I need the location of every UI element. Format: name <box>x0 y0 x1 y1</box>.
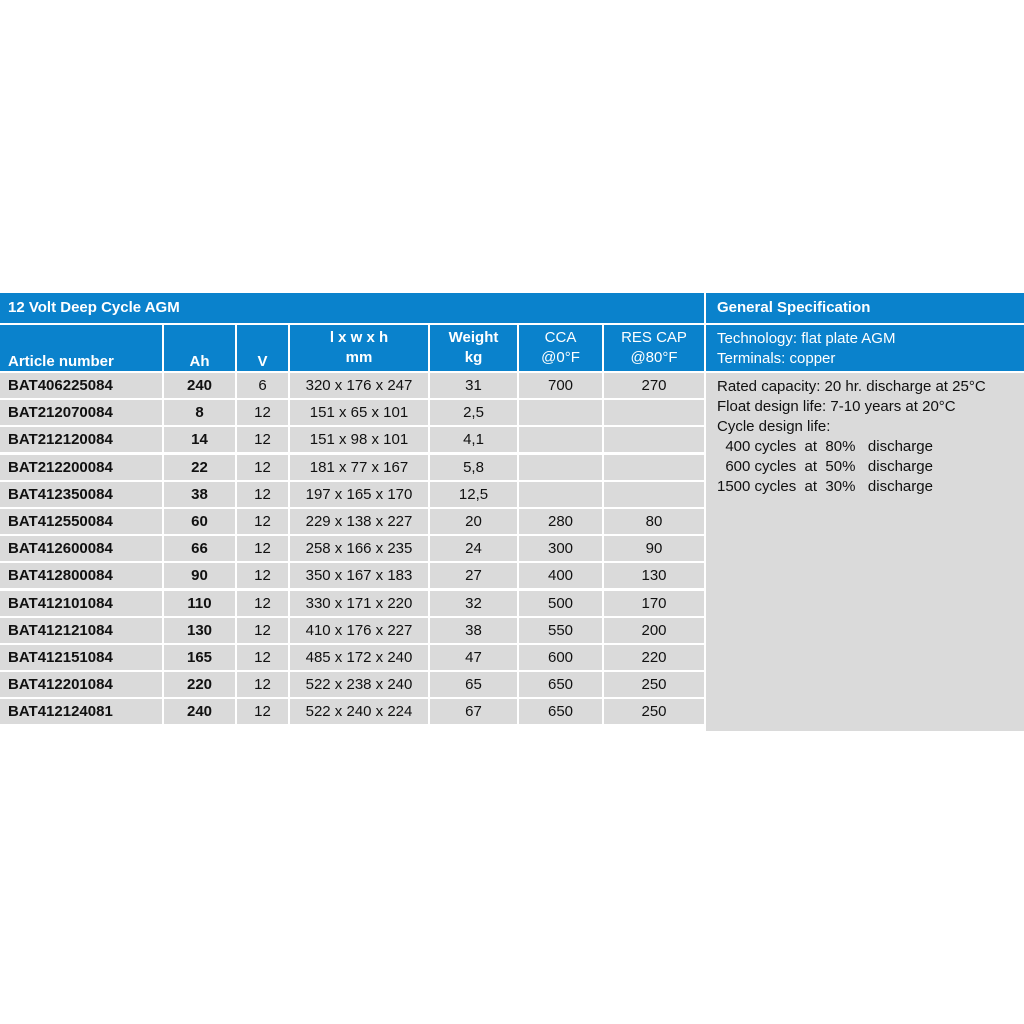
header-cca: CCA @0°F <box>519 325 602 371</box>
cell-res-cap <box>604 427 704 452</box>
spec-body <box>706 373 1024 731</box>
table-row <box>0 482 704 507</box>
spec-table <box>0 293 1024 731</box>
cell-weight: 20 <box>430 509 517 534</box>
cell-voltage: 12 <box>237 536 288 561</box>
cell-article: BAT412151084 <box>0 645 162 670</box>
cell-voltage: 12 <box>237 591 288 616</box>
cell-ah: 130 <box>164 618 235 643</box>
cell-voltage: 12 <box>237 400 288 425</box>
cell-cca: 400 <box>519 563 602 588</box>
table-header <box>0 325 704 371</box>
header-weight: Weight kg <box>430 325 517 371</box>
header-v: V <box>237 325 288 371</box>
cell-res-cap: 80 <box>604 509 704 534</box>
table-row <box>0 618 704 643</box>
cell-voltage: 12 <box>237 482 288 507</box>
cell-cca <box>519 455 602 480</box>
cell-voltage: 12 <box>237 618 288 643</box>
cell-res-cap: 90 <box>604 536 704 561</box>
cell-res-cap <box>604 482 704 507</box>
header-dimensions: l x w x h mm <box>290 325 428 371</box>
cell-voltage: 12 <box>237 645 288 670</box>
cell-article: BAT412350084 <box>0 482 162 507</box>
cell-voltage: 12 <box>237 699 288 724</box>
cell-res-cap: 250 <box>604 672 704 697</box>
table-row <box>0 563 704 588</box>
table-row <box>0 699 704 724</box>
cell-ah: 240 <box>164 373 235 398</box>
spec-technology: Technology: flat plate AGM <box>717 330 896 347</box>
spec-line: 400 cycles at 80% discharge <box>717 438 933 455</box>
cell-weight: 31 <box>430 373 517 398</box>
cell-weight: 4,1 <box>430 427 517 452</box>
spec-terminals: Terminals: copper <box>717 350 836 367</box>
cell-dimensions: 181 x 77 x 167 <box>290 455 428 480</box>
spec-line: 600 cycles at 50% discharge <box>717 458 933 475</box>
cell-article: BAT212070084 <box>0 400 162 425</box>
cell-res-cap <box>604 400 704 425</box>
cell-dimensions: 522 x 238 x 240 <box>290 672 428 697</box>
cell-article: BAT406225084 <box>0 373 162 398</box>
cell-voltage: 12 <box>237 509 288 534</box>
cell-dimensions: 151 x 65 x 101 <box>290 400 428 425</box>
table-row <box>0 400 704 425</box>
cell-dimensions: 151 x 98 x 101 <box>290 427 428 452</box>
cell-article: BAT412600084 <box>0 536 162 561</box>
spec-line: Rated capacity: 20 hr. discharge at 25°C <box>717 378 986 395</box>
spec-header <box>706 325 1024 371</box>
cell-dimensions: 350 x 167 x 183 <box>290 563 428 588</box>
cell-cca: 650 <box>519 699 602 724</box>
spec-line: Cycle design life: <box>717 418 831 435</box>
cell-ah: 60 <box>164 509 235 534</box>
cell-article: BAT412800084 <box>0 563 162 588</box>
spec-title: General Specification <box>706 293 1024 323</box>
cell-weight: 27 <box>430 563 517 588</box>
spec-line: Float design life: 7-10 years at 20°C <box>717 398 956 415</box>
cell-dimensions: 522 x 240 x 224 <box>290 699 428 724</box>
table-row <box>0 373 704 398</box>
cell-voltage: 12 <box>237 672 288 697</box>
cell-cca: 500 <box>519 591 602 616</box>
cell-voltage: 12 <box>237 455 288 480</box>
header-res-cap: RES CAP @80°F <box>604 325 704 371</box>
cell-dimensions: 229 x 138 x 227 <box>290 509 428 534</box>
cell-voltage: 12 <box>237 427 288 452</box>
header-ah: Ah <box>164 325 235 371</box>
product-table <box>0 293 704 731</box>
cell-article: BAT412550084 <box>0 509 162 534</box>
cell-weight: 32 <box>430 591 517 616</box>
general-specification-panel <box>706 293 1024 731</box>
table-row <box>0 536 704 561</box>
cell-res-cap: 220 <box>604 645 704 670</box>
cell-dimensions: 258 x 166 x 235 <box>290 536 428 561</box>
cell-res-cap: 170 <box>604 591 704 616</box>
cell-ah: 66 <box>164 536 235 561</box>
cell-article: BAT412121084 <box>0 618 162 643</box>
cell-weight: 67 <box>430 699 517 724</box>
table-row <box>0 509 704 534</box>
table-row <box>0 427 704 452</box>
cell-ah: 165 <box>164 645 235 670</box>
cell-ah: 8 <box>164 400 235 425</box>
cell-weight: 2,5 <box>430 400 517 425</box>
cell-weight: 47 <box>430 645 517 670</box>
cell-ah: 38 <box>164 482 235 507</box>
cell-dimensions: 320 x 176 x 247 <box>290 373 428 398</box>
cell-cca: 700 <box>519 373 602 398</box>
cell-ah: 110 <box>164 591 235 616</box>
cell-voltage: 12 <box>237 563 288 588</box>
cell-cca <box>519 400 602 425</box>
cell-cca: 280 <box>519 509 602 534</box>
cell-ah: 22 <box>164 455 235 480</box>
cell-weight: 12,5 <box>430 482 517 507</box>
cell-article: BAT412124081 <box>0 699 162 724</box>
cell-dimensions: 485 x 172 x 240 <box>290 645 428 670</box>
cell-cca <box>519 427 602 452</box>
cell-ah: 90 <box>164 563 235 588</box>
cell-dimensions: 197 x 165 x 170 <box>290 482 428 507</box>
cell-weight: 38 <box>430 618 517 643</box>
cell-cca: 550 <box>519 618 602 643</box>
cell-ah: 240 <box>164 699 235 724</box>
cell-cca <box>519 482 602 507</box>
cell-weight: 65 <box>430 672 517 697</box>
cell-article: BAT412101084 <box>0 591 162 616</box>
cell-article: BAT212120084 <box>0 427 162 452</box>
cell-dimensions: 410 x 176 x 227 <box>290 618 428 643</box>
cell-dimensions: 330 x 171 x 220 <box>290 591 428 616</box>
cell-cca: 650 <box>519 672 602 697</box>
cell-res-cap <box>604 455 704 480</box>
cell-res-cap: 250 <box>604 699 704 724</box>
cell-ah: 14 <box>164 427 235 452</box>
cell-cca: 300 <box>519 536 602 561</box>
table-row <box>0 455 704 480</box>
cell-voltage: 6 <box>237 373 288 398</box>
cell-res-cap: 130 <box>604 563 704 588</box>
spec-line: 1500 cycles at 30% discharge <box>717 478 933 495</box>
cell-weight: 5,8 <box>430 455 517 480</box>
cell-ah: 220 <box>164 672 235 697</box>
cell-article: BAT412201084 <box>0 672 162 697</box>
table-row <box>0 672 704 697</box>
table-title: 12 Volt Deep Cycle AGM <box>0 293 704 323</box>
cell-weight: 24 <box>430 536 517 561</box>
cell-res-cap: 200 <box>604 618 704 643</box>
table-row <box>0 645 704 670</box>
table-row <box>0 591 704 616</box>
cell-res-cap: 270 <box>604 373 704 398</box>
cell-article: BAT212200084 <box>0 455 162 480</box>
cell-cca: 600 <box>519 645 602 670</box>
header-article: Article number <box>0 325 162 371</box>
